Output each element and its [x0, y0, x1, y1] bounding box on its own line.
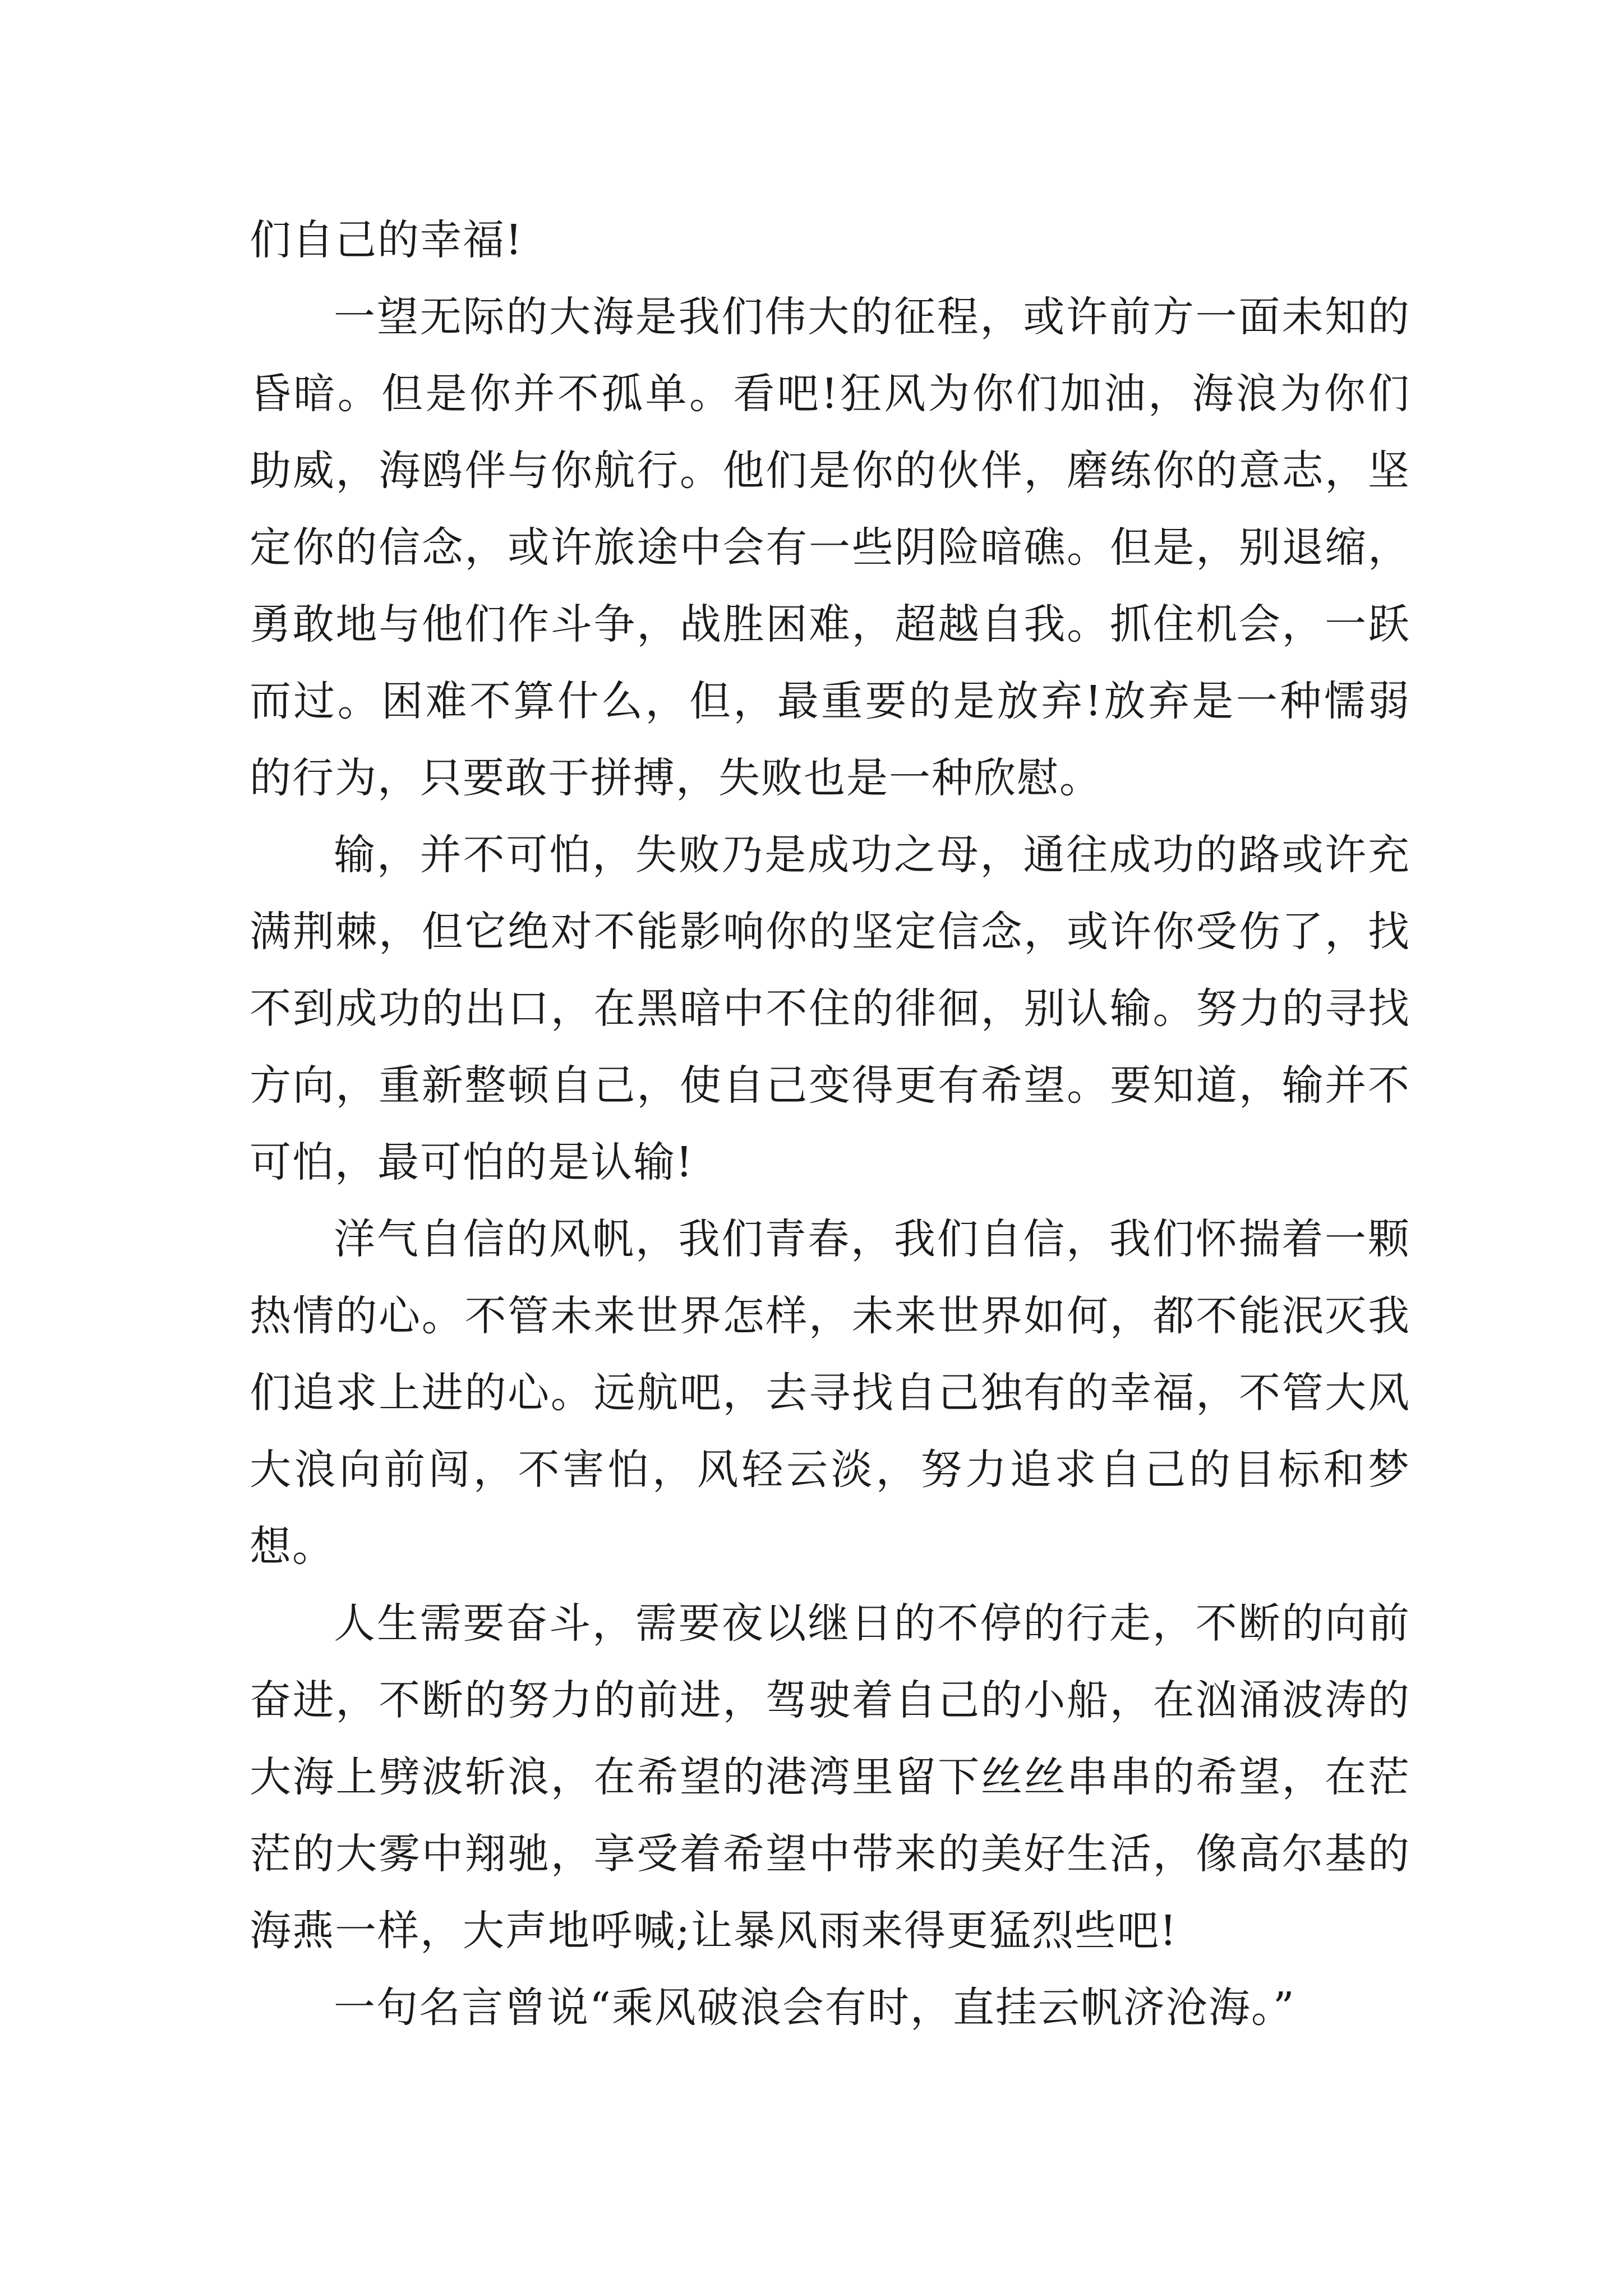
paragraph: 一句名言曾说“乘风破浪会有时，直挂云帆济沧海。” [334, 1984, 1295, 2032]
paragraph: 洋气自信的风帆，我们青春，我们自信，我们怀揣着一颗热情的心。不管未来世界怎样，未来世界如何，都不能泯灭我们追求上进的心。远航吧，去寻找自己独有的幸福，不管大风大浪向前闯，不害怕，风轻云淡，努力追求自己的目标和梦想。 [250, 1215, 1410, 1571]
paragraph: 输，并不可怕，失败乃是成功之母，通往成功的路或许充满荆棘，但它绝对不能影响你的坚定信念，或许你受伤了，找不到成功的出口，在黑暗中不住的徘徊，别认输。努力的寻找方向，重新整顿自己，使自己变得更有希望。要知道，输并不可怕，最可怕的是认输! [250, 831, 1410, 1186]
paragraph: 们自己的幸福! [250, 216, 523, 264]
paragraph: 人生需要奋斗，需要夜以继日的不停的行走，不断的向前奋进，不断的努力的前进，驾驶着自己的小船，在汹涌波涛的大海上劈波斩浪，在希望的港湾里留下丝丝串串的希望，在茫茫的大雾中翔驰，享受着希望中带来的美好生活，像高尔基的海燕一样，大声地呼喊;让暴风雨来得更猛烈些吧! [250, 1599, 1410, 1955]
paragraph: 一望无际的大海是我们伟大的征程，或许前方一面未知的昏暗。但是你并不孤单。看吧!狂风为你们加油，海浪为你们助威，海鸥伴与你航行。他们是你的伙伴，磨练你的意志，坚定你的信念，或许旅途中会有一些阴险暗礁。但是，别退缩，勇敢地与他们作斗争，战胜困难，超越自我。抓住机会，一跃而过。困难不算什么，但，最重要的是放弃!放弃是一种懦弱的行为，只要敢于拼搏，失败也是一种欣慰。 [250, 293, 1410, 802]
document-body [250, 202, 1410, 2046]
